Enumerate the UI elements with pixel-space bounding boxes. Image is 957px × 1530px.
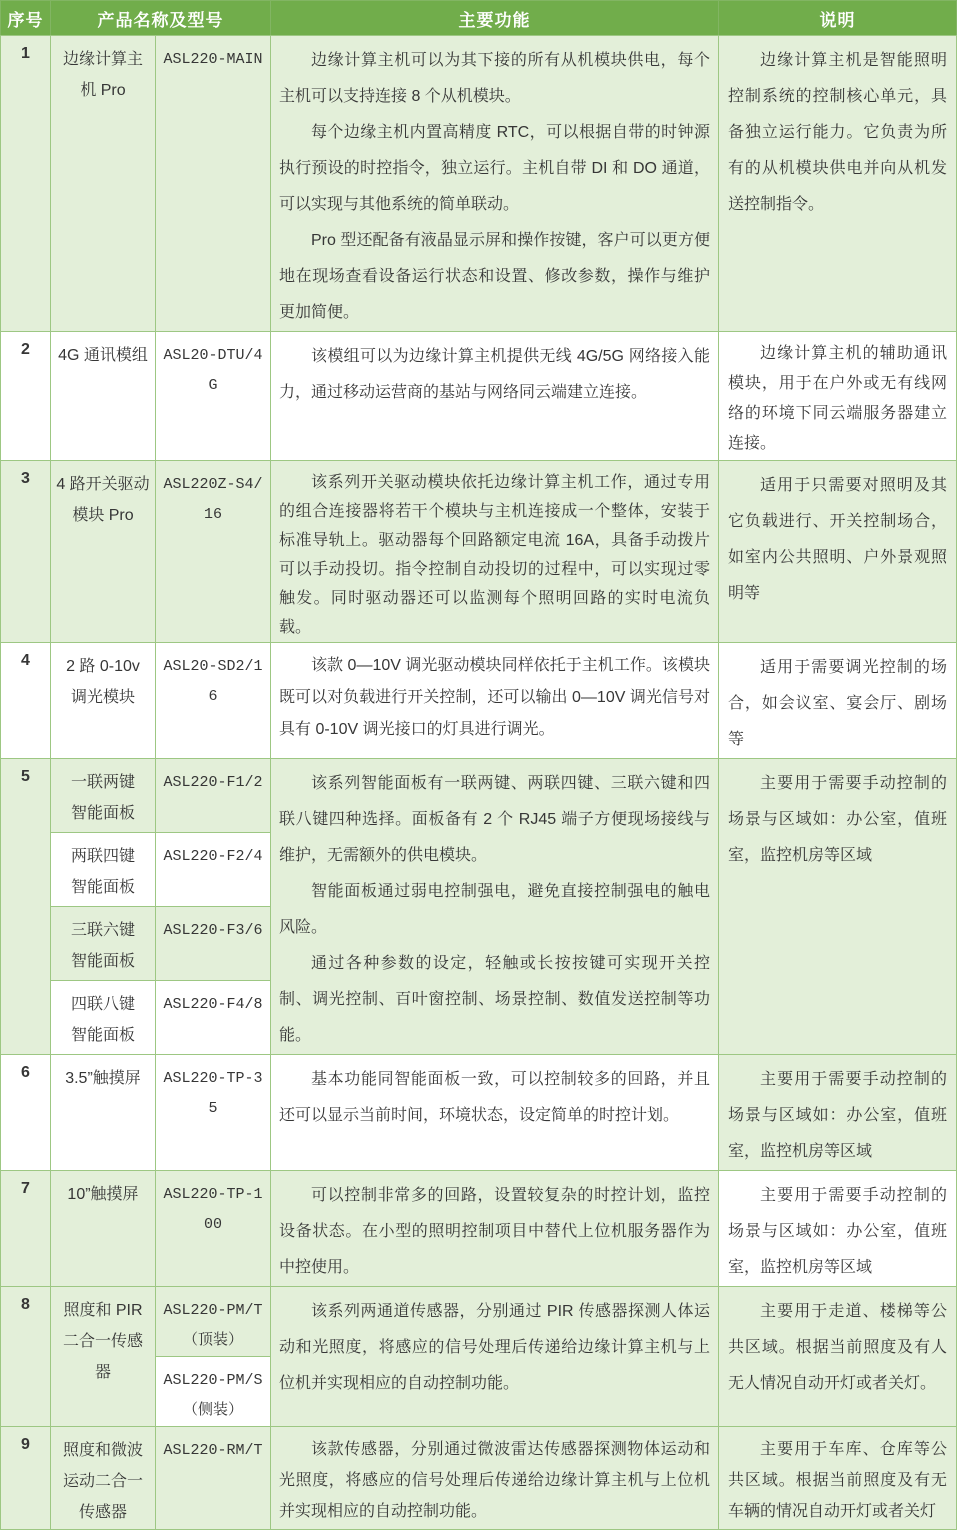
- paragraph: 主要用于需要手动控制的场景与区域如：办公室，值班室，监控机房等区域: [728, 1187, 947, 1276]
- product-model-cell: ASL220-F3/6: [156, 907, 271, 981]
- paragraph: 该系列智能面板有一联两键、两联四键、三联六键和四联八键四种选择。面板备有 2 个 RJ45 端子方便现场接线与维护，无需额外的供电模块。: [279, 775, 710, 864]
- paragraph: 该系列开关驱动模块依托边缘计算主机工作，通过专用的组合连接器将若干个模块与主机连接成一个整体，安装于标准导轨上。驱动器每个回路额定电流 16A，具备手动拨片可以手动投切。指令控制自动投切的过程中，可以实现过零触发。同时驱动器还可以监测每个照明回路的实时电流负载。: [279, 474, 710, 636]
- function-cell: [271, 643, 719, 759]
- function-cell: [271, 759, 719, 1055]
- row-index-cell: 4: [1, 643, 51, 759]
- paragraph: 每个边缘主机内置高精度 RTC，可以根据自带的时钟源执行预设的时控指令，独立运行。主机自带 DI 和 DO 通道，可以实现与其他系统的简单联动。: [279, 124, 710, 213]
- note-cell: [719, 1055, 957, 1171]
- function-cell: [271, 1287, 719, 1427]
- row-index-cell: 5: [1, 759, 51, 1055]
- product-model-cell: ASL220-TP-3 5: [156, 1055, 271, 1171]
- product-name-cell: 一联两键 智能面板: [51, 759, 156, 833]
- paragraph: 该系列两通道传感器，分别通过 PIR 传感器探测人体运动和光照度，将感应的信号处理后传递给边缘计算主机与上位机并实现相应的自动控制功能。: [279, 1303, 710, 1392]
- table-body: [1, 36, 957, 1530]
- function-cell: [271, 1427, 719, 1530]
- product-model-cell: ASL220-F1/2: [156, 759, 271, 833]
- product-model-cell: ASL220-MAIN: [156, 36, 271, 332]
- product-name-cell: 2 路 0-10v 调光模块: [51, 643, 156, 759]
- paragraph: 边缘计算主机是智能照明控制系统的控制核心单元，具备独立运行能力。它负责为所有的从机模块供电并向从机发送控制指令。: [728, 52, 947, 213]
- paragraph: 该款 0—10V 调光驱动模块同样依托于主机工作。该模块既可以对负载进行开关控制，还可以输出 0—10V 调光信号对具有 0-10V 调光接口的灯具进行调光。: [279, 657, 710, 738]
- row-index-cell: 3: [1, 461, 51, 643]
- paragraph: 该款传感器，分别通过微波雷达传感器探测物体运动和光照度，将感应的信号处理后传递给边缘计算主机与上位机并实现相应的自动控制功能。: [279, 1441, 710, 1520]
- header-cell-name-model: 产品名称及型号: [51, 1, 271, 36]
- paragraph: 该模组可以为边缘计算主机提供无线 4G/5G 网络接入能力，通过移动运营商的基站与网络同云端建立连接。: [279, 348, 710, 401]
- product-model-cell: ASL220-RM/T: [156, 1427, 271, 1530]
- row-index-cell: 8: [1, 1287, 51, 1427]
- product-model-cell: ASL220-F2/4: [156, 833, 271, 907]
- table-row: [1, 461, 957, 643]
- row-index-cell: 7: [1, 1171, 51, 1287]
- paragraph: 智能面板通过弱电控制强电，避免直接控制强电的触电风险。: [279, 883, 710, 936]
- paragraph: 适用于只需要对照明及其它负载进行、开关控制场合，如室内公共照明、户外景观照明等: [728, 477, 947, 602]
- header-cell-function: 主要功能: [271, 1, 719, 36]
- product-name-cell: 照度和 PIR 二合一传感 器: [51, 1287, 156, 1427]
- product-name-cell: 4 路开关驱动 模块 Pro: [51, 461, 156, 643]
- row-index-cell: 2: [1, 332, 51, 461]
- function-cell: [271, 461, 719, 643]
- product-model-cell: ASL220Z-S4/ 16: [156, 461, 271, 643]
- function-cell: [271, 332, 719, 461]
- paragraph: 主要用于走道、楼梯等公共区域。根据当前照度及有人无人情况自动开灯或者关灯。: [728, 1303, 947, 1392]
- paragraph: 可以控制非常多的回路，设置较复杂的时控计划，监控设备状态。在小型的照明控制项目中替代上位机服务器作为中控使用。: [279, 1187, 710, 1276]
- paragraph: Pro 型还配备有液晶显示屏和操作按键，客户可以更方便地在现场查看设备运行状态和设置、修改参数，操作与维护更加简便。: [279, 232, 710, 321]
- product-model-cell: ASL220-PM/S （侧装）: [156, 1357, 271, 1427]
- row-index-cell: 6: [1, 1055, 51, 1171]
- row-index-cell: 1: [1, 36, 51, 332]
- product-model-cell: ASL220-PM/T （顶装）: [156, 1287, 271, 1357]
- paragraph: 主要用于车库、仓库等公共区域。根据当前照度及有无车辆的情况自动开灯或者关灯: [728, 1441, 947, 1520]
- paragraph: 边缘计算主机的辅助通讯模块，用于在户外或无有线网络的环境下同云端服务器建立连接。: [728, 345, 947, 452]
- note-cell: [719, 1427, 957, 1530]
- product-name-cell: 两联四键 智能面板: [51, 833, 156, 907]
- table-row: [1, 1287, 957, 1357]
- table-row: [1, 1055, 957, 1171]
- product-name-cell: 4G 通讯模组: [51, 332, 156, 461]
- product-name-cell: 三联六键 智能面板: [51, 907, 156, 981]
- product-name-cell: 10”触摸屏: [51, 1171, 156, 1287]
- note-cell: [719, 1171, 957, 1287]
- table-row: [1, 332, 957, 461]
- table-row: [1, 759, 957, 833]
- product-model-cell: ASL220-F4/8: [156, 981, 271, 1055]
- note-cell: [719, 1287, 957, 1427]
- paragraph: 通过各种参数的设定，轻触或长按按键可实现开关控制、调光控制、百叶窗控制、场景控制、数值发送控制等功能。: [279, 955, 710, 1044]
- product-name-cell: 四联八键 智能面板: [51, 981, 156, 1055]
- paragraph: 边缘计算主机可以为其下接的所有从机模块供电，每个主机可以支持连接 8 个从机模块。: [279, 52, 710, 105]
- table-row: [1, 1427, 957, 1530]
- paragraph: 主要用于需要手动控制的场景与区域如：办公室，值班室，监控机房等区域: [728, 1071, 947, 1160]
- product-model-cell: ASL20-DTU/4 G: [156, 332, 271, 461]
- function-cell: [271, 36, 719, 332]
- table-row: [1, 36, 957, 332]
- paragraph: 适用于需要调光控制的场合，如会议室、宴会厅、剧场等: [728, 659, 947, 748]
- product-name-cell: 边缘计算主 机 Pro: [51, 36, 156, 332]
- product-model-cell: ASL220-TP-1 00: [156, 1171, 271, 1287]
- note-cell: [719, 759, 957, 1055]
- note-cell: [719, 643, 957, 759]
- product-model-cell: ASL20-SD2/1 6: [156, 643, 271, 759]
- table-row: [1, 643, 957, 759]
- paragraph: 基本功能同智能面板一致，可以控制较多的回路，并且还可以显示当前时间，环境状态，设定简单的时控计划。: [279, 1071, 710, 1124]
- note-cell: [719, 36, 957, 332]
- note-cell: [719, 461, 957, 643]
- header-cell-index: 序号: [1, 1, 51, 36]
- row-index-cell: 9: [1, 1427, 51, 1530]
- function-cell: [271, 1171, 719, 1287]
- table-row: [1, 1171, 957, 1287]
- table-header-row: [1, 1, 957, 36]
- function-cell: [271, 1055, 719, 1171]
- product-name-cell: 照度和微波 运动二合一 传感器: [51, 1427, 156, 1530]
- paragraph: 主要用于需要手动控制的场景与区域如：办公室，值班室，监控机房等区域: [728, 775, 947, 864]
- note-cell: [719, 332, 957, 461]
- header-cell-note: 说明: [719, 1, 957, 36]
- product-name-cell: 3.5”触摸屏: [51, 1055, 156, 1171]
